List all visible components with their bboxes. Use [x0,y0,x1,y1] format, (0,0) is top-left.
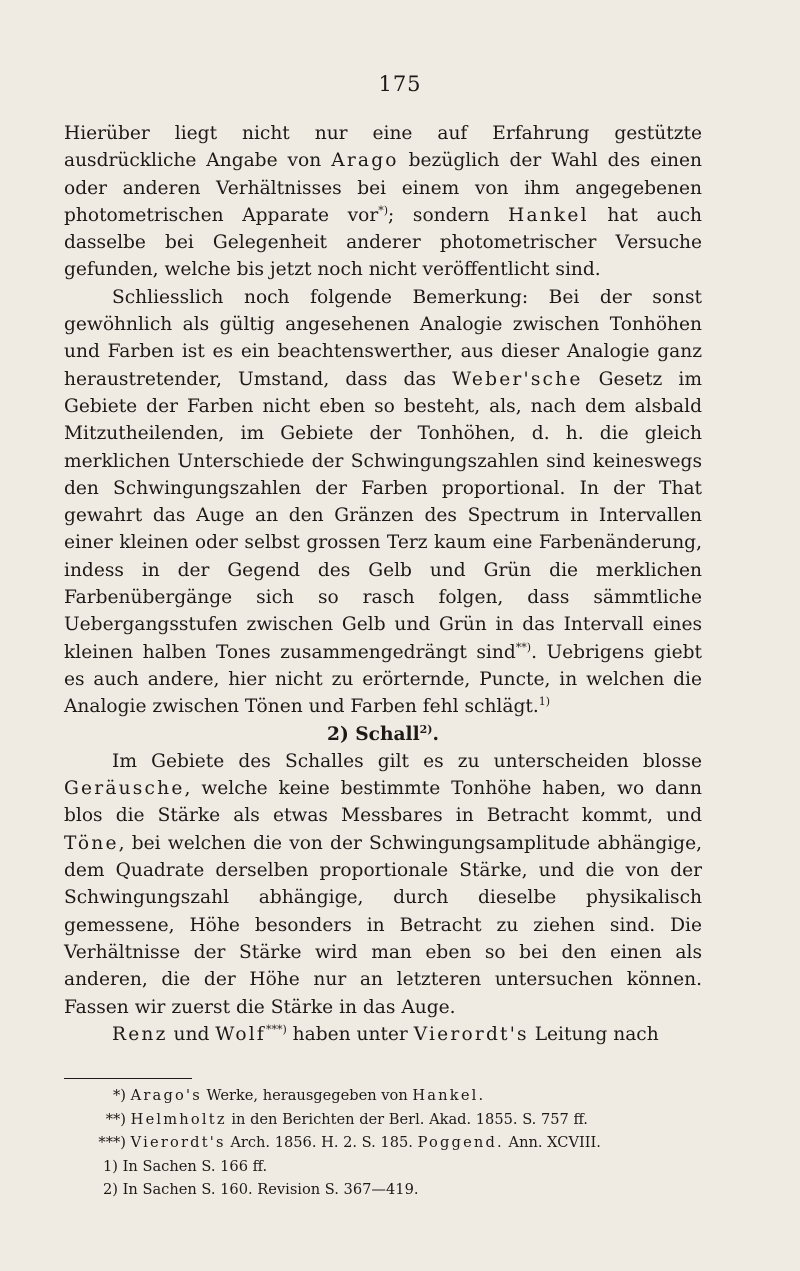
footnote-text: Vierordt's [130,1134,226,1152]
footnotes [64,1084,702,1202]
text-run: haben unter [286,1023,414,1045]
footnote [64,1178,702,1202]
term-tone: Töne [64,832,119,854]
footnote-text: Arch. 1856. H. 2. S. 185. [225,1134,418,1152]
footnote-mark: ***) [98,1134,126,1152]
body-text [64,120,702,1048]
text-run: Schliesslich noch folgende Bemerkung: Bei der sonst gewöhnlich als gültig angesehenen Analogie zwischen Tonhöhen und Farben ist es ein beachtenswerther, aus dieser Analogie ganz heraustretender, Umstand, dass das [64,286,702,390]
footnote-mark: 2) [103,1181,118,1199]
term-gerausche: Geräusche [64,778,185,800]
footnote-ref: 1) [538,695,551,709]
footnote-ref: *) [378,203,389,217]
name-vierordt: Vierordt's [413,1023,529,1045]
footnote-ref: ***) [265,1022,287,1036]
paragraph-2 [64,284,702,721]
name-hankel: Hankel [508,204,589,226]
page-number: 175 [378,72,422,96]
text-run: Leitung nach [528,1023,659,1045]
footnote-mark: 1) [103,1157,118,1175]
footnote-text: in den Berichten der Berl. Akad. 1855. S. 757 ff. [226,1110,588,1128]
text-run: Hierüber liegt nicht nur eine auf Erfahrung gestützte ausdrückliche Angabe von [64,123,702,172]
name-weber: Weber'sche [452,368,583,390]
footnote-text: Ann. XCVIII. [503,1134,601,1152]
paragraph-3 [64,748,702,1021]
footnote [64,1155,702,1179]
footnote [64,1084,702,1108]
text-run: ; sondern [388,204,509,226]
footnote-text: . [478,1087,484,1104]
footnote-text: In Sachen S. 166 ff. [122,1157,268,1175]
footnote [64,1131,702,1155]
name-arago: Arago [331,150,399,172]
footnote-text: In Sachen S. 160. Revision S. 367—419. [122,1181,419,1199]
footnote-ref: 2) [419,722,433,736]
footnote-ref: **) [515,640,532,654]
paragraph-4 [64,1021,702,1048]
footnote-mark: *) [113,1087,126,1104]
text-run: , bei welchen die von der Schwingungsamplitude abhängige, dem Quadrate derselben proportionale Stärke, und die von der Schwingungszahl abhängige, durch dieselbe physikalisch gemessene, Höhe besonders in Betracht zu ziehen sind. Die Verhältnisse der Stärke wird man eben so bei den einen als anderen, die der Höhe nur an letzteren untersuchen können. Fassen wir zuerst die Stärke in das Auge. [64,832,702,1018]
footnote-text: Werke, herausgegeben von [201,1087,413,1104]
text-run: bezüglich der Wahl des einen oder anderen Verhältnisses bei einem von ihm angegebenen photometrischen Apparate vor [64,150,702,226]
footnote-text: Arago's [130,1087,202,1104]
footnote-rule [64,1078,192,1079]
name-renz: Renz [112,1023,168,1045]
footnote [64,1108,702,1132]
footnote-text: Poggend. [417,1134,504,1152]
name-wolf: Wolf [215,1023,266,1045]
text-run: und [167,1023,216,1045]
text-run: hat auch dasselbe bei Gelegenheit anderer photometrischer Versuche gefunden, welche bis jetzt noch nicht veröffentlicht sind. [64,204,702,281]
section-heading [64,721,702,748]
heading-text: 2) Schall [327,723,420,745]
footnote-text: Hankel [412,1087,479,1104]
text-run: . Uebrigens giebt es auch andere, hier nicht zu erörternde, Puncte, in welchen die Analogie zwischen Tönen und Farben fehl schlägt. [64,641,703,718]
heading-tail: . [432,723,439,745]
paragraph-1 [64,120,702,284]
text-run: Im Gebiete des Schalles gilt es zu unterscheiden blosse [112,750,702,772]
text-run: Gesetz im Gebiete der Farben nicht eben so besteht, als, nach dem alsbald Mitzutheilenden, im Gebiete der Tonhöhen, d. h. die gleich merklichen Unterschiede der Schwingungszahlen sind keineswegs den Schwingungszahlen der Farben proportional. In der That gewahrt das Auge an den Gränzen des Spectrum in Intervallen einer kleinen oder selbst grossen Terz kaum eine Farbenänderung, indess in der Gegend des Gelb und Grün die merklichen Farbenübergänge sich so rasch folgen, dass sämmtliche Uebergangsstufen zwischen Gelb und Grün in das Intervall eines kleinen halben Tones zusammengedrängt sind [64,368,702,663]
footnote-mark: **) [105,1110,126,1128]
text-run: , welche keine bestimmte Tonhöhe haben, wo dann blos die Stärke als etwas Messbares in Betracht kommt, und [64,778,702,827]
footnote-text: Helmholtz [130,1110,227,1128]
